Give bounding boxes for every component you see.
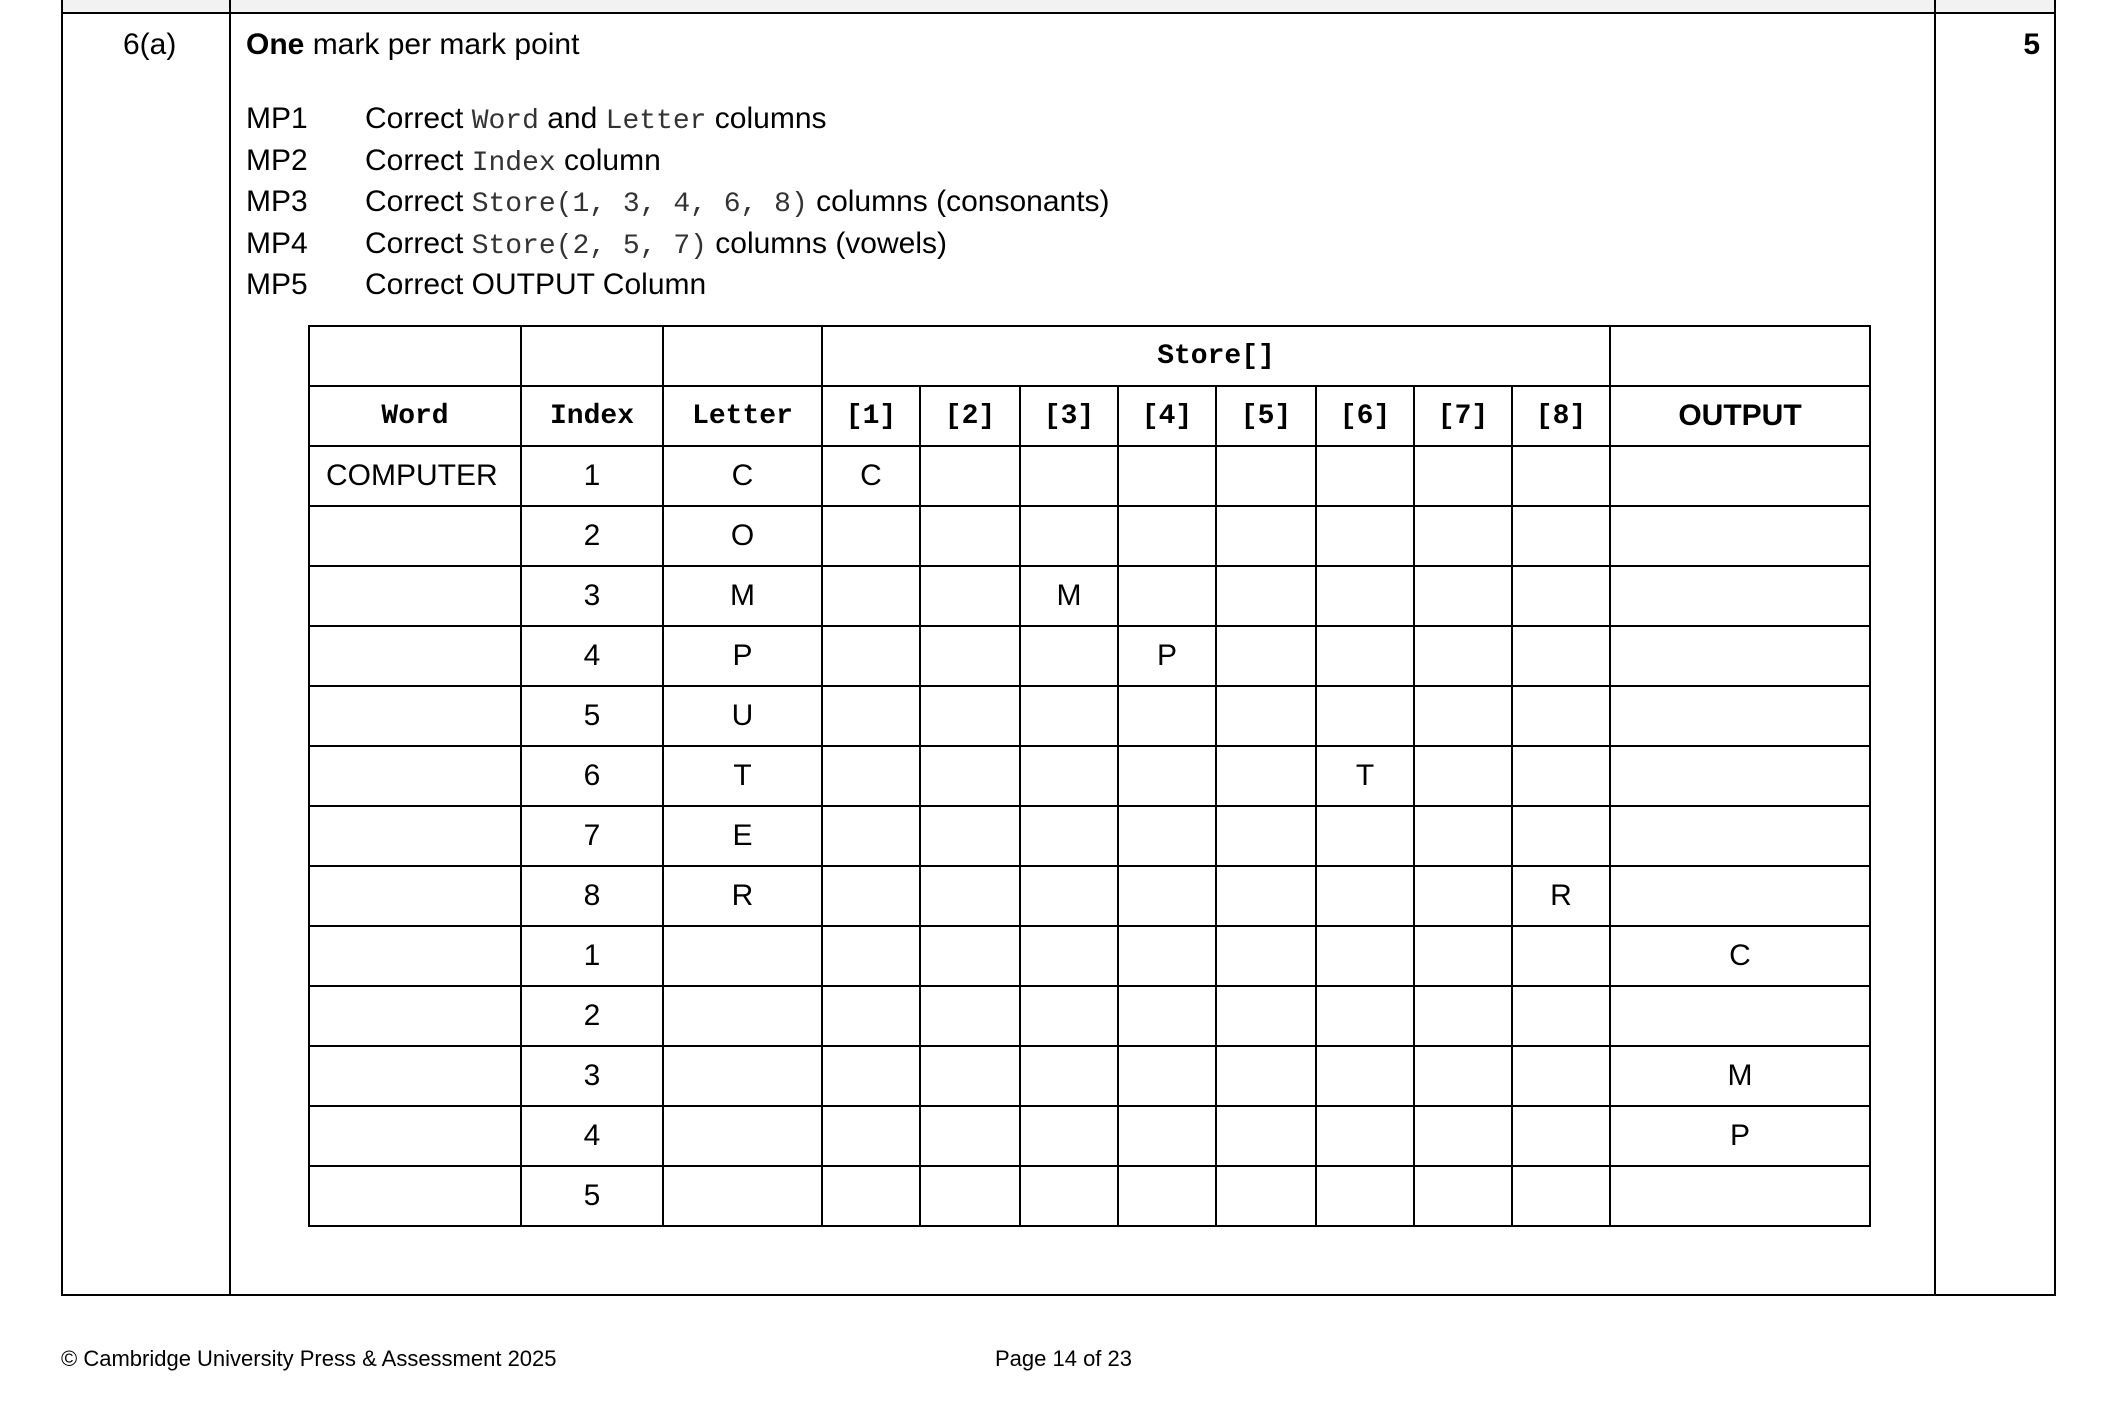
table-cell [1414, 1046, 1512, 1106]
table-cell [920, 986, 1020, 1046]
table-cell: M [1610, 1046, 1870, 1106]
table-cell [1414, 506, 1512, 566]
mark-point-text: Correct [365, 226, 472, 260]
table-cell: M [663, 566, 822, 626]
table-cell [1118, 986, 1216, 1046]
column-header: [5] [1216, 386, 1316, 446]
table-cell: E [663, 806, 822, 866]
table-cell [1512, 626, 1610, 686]
table-cell [1118, 806, 1216, 866]
table-cell: M [1020, 566, 1118, 626]
table-cell [1216, 986, 1316, 1046]
copyright-notice: © Cambridge University Press & Assessment 2025 [61, 1346, 557, 1371]
mark-point-text: Correct [365, 185, 472, 218]
table-cell [1414, 1166, 1512, 1226]
table-cell [822, 746, 920, 806]
column-header: Word [309, 386, 521, 446]
table-cell [1216, 566, 1316, 626]
mark-point-mp1 [246, 100, 1110, 142]
mark-point-mp5 [246, 266, 1110, 305]
table-cell [1216, 626, 1316, 686]
empty-header-cell [521, 326, 663, 386]
column-header-row [309, 386, 1870, 446]
column-header: [2] [920, 386, 1020, 446]
table-cell [822, 1166, 920, 1226]
table-cell [920, 446, 1020, 506]
table-cell [1512, 686, 1610, 746]
mark-point-mp3 [246, 183, 1110, 225]
mark-point-mp4 [246, 225, 1110, 267]
table-cell [1512, 746, 1610, 806]
table-cell [1118, 1166, 1216, 1226]
table-cell: 5 [521, 686, 663, 746]
mark-point-mp2 [246, 142, 1110, 184]
mark-point-text: column [555, 143, 661, 177]
table-cell [822, 1106, 920, 1166]
table-cell [1216, 746, 1316, 806]
table-cell [920, 626, 1020, 686]
code-term: Index [471, 147, 556, 179]
table-row [309, 686, 1870, 746]
mark-point-text: Correct [365, 102, 472, 135]
table-cell [309, 1166, 521, 1226]
table-cell [309, 866, 521, 926]
table-cell [309, 926, 521, 986]
table-cell [663, 986, 822, 1046]
previous-row-edge [63, 0, 2054, 14]
table-cell [1216, 506, 1316, 566]
table-cell [1020, 806, 1118, 866]
table-row [309, 926, 1870, 986]
column-header: [3] [1020, 386, 1118, 446]
trace-table [308, 325, 1871, 1227]
table-row [309, 1046, 1870, 1106]
table-cell [1610, 446, 1870, 506]
code-term: Word [471, 106, 539, 137]
table-cell: C [1610, 926, 1870, 986]
heading-bold: One [246, 28, 305, 61]
table-cell [1610, 626, 1870, 686]
table-cell: 5 [521, 1166, 663, 1226]
table-cell [1216, 1106, 1316, 1166]
mark-scheme-table [61, 0, 2056, 1296]
column-header: Letter [663, 386, 822, 446]
table-cell [1512, 806, 1610, 866]
table-cell [1512, 506, 1610, 566]
table-cell [1118, 1106, 1216, 1166]
table-cell [1216, 1046, 1316, 1106]
mark-point-id: MP3 [246, 185, 308, 218]
table-cell: O [663, 506, 822, 566]
empty-header-cell [663, 326, 822, 386]
mark-point-text: and [538, 102, 606, 135]
table-cell [822, 686, 920, 746]
mark-point-id: MP5 [246, 268, 308, 301]
table-cell: R [1512, 866, 1610, 926]
table-row [309, 986, 1870, 1046]
table-cell [1316, 926, 1414, 986]
table-cell [1414, 446, 1512, 506]
table-cell [1316, 866, 1414, 926]
table-cell [1020, 746, 1118, 806]
table-cell [1020, 986, 1118, 1046]
column-header: [1] [822, 386, 920, 446]
code-term: Store(2, 5, 7) [471, 230, 707, 262]
table-cell [1020, 686, 1118, 746]
table-cell: P [663, 626, 822, 686]
table-cell [663, 1046, 822, 1106]
table-cell [1610, 566, 1870, 626]
table-row [309, 746, 1870, 806]
table-cell [1316, 806, 1414, 866]
table-cell [1414, 806, 1512, 866]
mark-point-id: MP1 [246, 102, 308, 135]
table-cell [1020, 926, 1118, 986]
table-cell: 6 [521, 746, 663, 806]
table-cell [1020, 1046, 1118, 1106]
table-cell [1610, 1166, 1870, 1226]
table-cell [920, 1106, 1020, 1166]
table-cell [822, 566, 920, 626]
marks-total: 5 [2023, 28, 2040, 61]
table-cell [1216, 1166, 1316, 1226]
table-cell [1020, 1166, 1118, 1226]
table-cell [1118, 506, 1216, 566]
table-cell [1020, 446, 1118, 506]
table-cell [1414, 986, 1512, 1046]
store-group-header: Store[] [822, 326, 1610, 386]
column-header: [4] [1118, 386, 1216, 446]
table-cell [822, 866, 920, 926]
table-row [309, 1166, 1870, 1226]
code-term: Letter [605, 106, 707, 137]
column-header: [8] [1512, 386, 1610, 446]
table-cell: 3 [521, 1046, 663, 1106]
table-cell [1316, 1166, 1414, 1226]
table-cell [1316, 626, 1414, 686]
table-cell [822, 1046, 920, 1106]
table-row [309, 506, 1870, 566]
table-cell [1316, 446, 1414, 506]
table-cell [1216, 926, 1316, 986]
table-cell [1316, 686, 1414, 746]
table-cell [1610, 506, 1870, 566]
table-row [309, 806, 1870, 866]
table-cell [309, 686, 521, 746]
mark-point-text: columns (vowels) [706, 226, 947, 260]
table-row [309, 446, 1870, 506]
table-cell [309, 566, 521, 626]
table-cell [1414, 746, 1512, 806]
table-cell [1118, 566, 1216, 626]
table-cell [1216, 806, 1316, 866]
table-cell [309, 1106, 521, 1166]
question-number: 6(a) [123, 28, 177, 61]
table-cell: T [1316, 746, 1414, 806]
table-cell [1216, 686, 1316, 746]
empty-header-cell [309, 326, 521, 386]
table-cell [309, 746, 521, 806]
table-cell [1316, 1046, 1414, 1106]
table-cell [1118, 746, 1216, 806]
table-cell [920, 746, 1020, 806]
table-cell [1020, 506, 1118, 566]
table-cell [822, 986, 920, 1046]
table-cell [1216, 866, 1316, 926]
heading-text: mark per mark point [304, 28, 580, 61]
table-cell [1316, 986, 1414, 1046]
table-cell [1610, 806, 1870, 866]
table-cell [309, 1046, 521, 1106]
table-cell: T [663, 746, 822, 806]
table-cell [1512, 926, 1610, 986]
table-cell [1414, 566, 1512, 626]
column-divider [1934, 0, 1936, 1294]
table-cell: P [1610, 1106, 1870, 1166]
table-cell: 8 [521, 866, 663, 926]
table-cell [1316, 506, 1414, 566]
code-term: Store(1, 3, 4, 6, 8) [471, 189, 808, 220]
table-cell [309, 626, 521, 686]
table-cell: 2 [521, 986, 663, 1046]
column-header: Index [521, 386, 663, 446]
table-cell [920, 926, 1020, 986]
mark-point-text: Correct [365, 143, 472, 177]
table-cell: 1 [521, 446, 663, 506]
table-cell: COMPUTER [309, 446, 521, 506]
table-cell [1020, 866, 1118, 926]
table-cell [1414, 1106, 1512, 1166]
table-cell [920, 1046, 1020, 1106]
table-cell: R [663, 866, 822, 926]
guidance-heading [246, 28, 579, 62]
table-cell [822, 806, 920, 866]
table-cell [1512, 1166, 1610, 1226]
table-cell [309, 806, 521, 866]
group-header-row [309, 326, 1870, 386]
column-header: [7] [1414, 386, 1512, 446]
table-cell: 4 [521, 626, 663, 686]
table-cell [1610, 686, 1870, 746]
table-cell [1512, 446, 1610, 506]
mark-point-id: MP4 [246, 226, 308, 260]
column-divider [229, 0, 231, 1294]
table-cell [1512, 566, 1610, 626]
table-cell [1020, 626, 1118, 686]
table-cell [1118, 1046, 1216, 1106]
table-cell [822, 926, 920, 986]
table-cell [663, 1166, 822, 1226]
column-header: [6] [1316, 386, 1414, 446]
table-cell [822, 626, 920, 686]
table-cell [920, 866, 1020, 926]
table-cell [1610, 986, 1870, 1046]
table-cell [822, 506, 920, 566]
table-cell [1414, 866, 1512, 926]
table-row [309, 1106, 1870, 1166]
table-cell [1216, 446, 1316, 506]
table-cell [1414, 686, 1512, 746]
table-cell: P [1118, 626, 1216, 686]
table-cell [1512, 1046, 1610, 1106]
table-cell: C [663, 446, 822, 506]
mark-point-text: columns [706, 102, 827, 135]
column-header: OUTPUT [1610, 386, 1870, 446]
table-cell [920, 506, 1020, 566]
table-row [309, 866, 1870, 926]
mark-point-text: Correct OUTPUT Column [365, 268, 707, 301]
table-cell [663, 1106, 822, 1166]
table-cell [1118, 926, 1216, 986]
page-number: Page 14 of 23 [995, 1346, 1133, 1371]
table-cell: U [663, 686, 822, 746]
table-cell [1118, 866, 1216, 926]
table-cell [920, 686, 1020, 746]
table-cell [920, 1166, 1020, 1226]
table-cell [1020, 1106, 1118, 1166]
table-cell: 3 [521, 566, 663, 626]
mark-point-text: columns (consonants) [807, 185, 1110, 218]
table-cell [309, 986, 521, 1046]
table-cell [1512, 1106, 1610, 1166]
table-cell [1316, 1106, 1414, 1166]
table-cell [1118, 446, 1216, 506]
table-cell: C [822, 446, 920, 506]
table-cell: 1 [521, 926, 663, 986]
table-cell [1118, 686, 1216, 746]
mark-point-id: MP2 [246, 143, 308, 177]
table-cell [1414, 926, 1512, 986]
table-cell [920, 806, 1020, 866]
table-cell [1316, 566, 1414, 626]
table-cell [1610, 746, 1870, 806]
table-cell [1512, 986, 1610, 1046]
table-cell [309, 506, 521, 566]
table-cell [1610, 866, 1870, 926]
table-cell: 7 [521, 806, 663, 866]
mark-points-list [246, 100, 1110, 305]
table-cell: 2 [521, 506, 663, 566]
empty-header-cell [1610, 326, 1870, 386]
table-cell [663, 926, 822, 986]
table-cell: 4 [521, 1106, 663, 1166]
table-cell [920, 566, 1020, 626]
table-cell [1414, 626, 1512, 686]
table-row [309, 566, 1870, 626]
table-row [309, 626, 1870, 686]
